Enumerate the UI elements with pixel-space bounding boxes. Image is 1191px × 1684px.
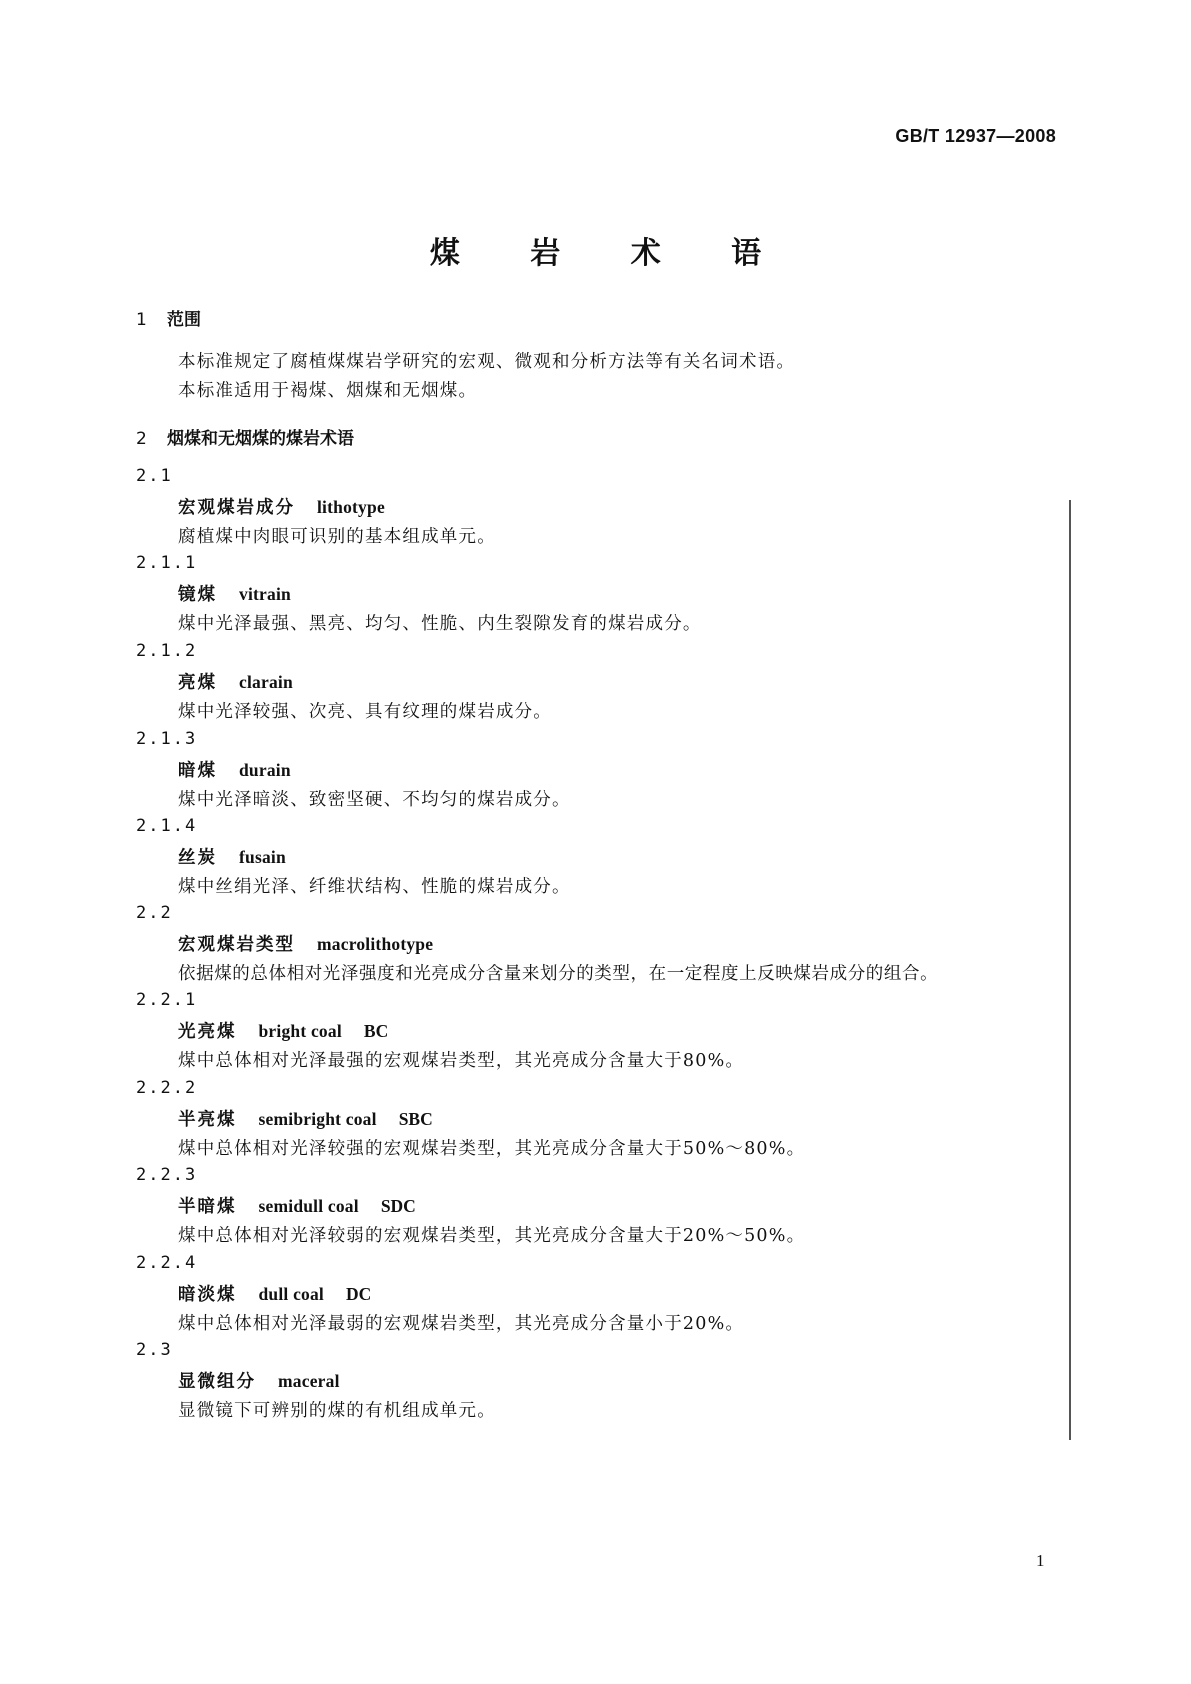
entry-definition: 煤中丝绢光泽、纤维状结构、性脆的煤岩成分。 (178, 877, 571, 897)
term-zh: 暗煤 (178, 761, 217, 781)
section-title: 范围 (167, 310, 201, 330)
section-title: 烟煤和无烟煤的煤岩术语 (167, 429, 354, 449)
term-en: durain (239, 760, 291, 780)
entry-number: 2.1.1 (136, 553, 198, 573)
entry-term (178, 1106, 433, 1131)
scope-paragraph: 本标准适用于褐煤、烟煤和无烟煤。 (178, 381, 478, 401)
term-abbreviation: SBC (398, 1109, 433, 1129)
section-number: 1 (136, 310, 147, 330)
term-zh: 镜煤 (178, 585, 217, 605)
entry-term (178, 844, 286, 869)
entry-number: 2.1.4 (136, 816, 198, 836)
entry-definition: 腐植煤中肉眼可识别的基本组成单元。 (178, 527, 496, 547)
standard-code: GB/T 12937—2008 (895, 126, 1056, 146)
entry-number: 2.1.3 (136, 729, 198, 749)
term-zh: 丝炭 (178, 848, 217, 868)
term-zh: 显微组分 (178, 1372, 256, 1392)
entry-number: 2.2.2 (136, 1078, 198, 1098)
entry-number: 2.2 (136, 903, 173, 923)
section-heading-scope (136, 305, 201, 330)
term-en: vitrain (239, 584, 291, 604)
entry-definition: 依据煤的总体相对光泽强度和光亮成分含量来划分的类型，在一定程度上反映煤岩成分的组合。 (178, 964, 939, 984)
entry-number: 2.1 (136, 466, 173, 486)
term-en: maceral (278, 1371, 340, 1391)
entry-term (178, 1281, 371, 1306)
section-heading-terms (136, 424, 354, 449)
term-en: semidull coal (258, 1196, 359, 1216)
entry-term (178, 581, 291, 606)
entry-term (178, 1193, 416, 1218)
entry-definition: 煤中光泽较强、次亮、具有纹理的煤岩成分。 (178, 702, 552, 722)
entry-definition: 煤中总体相对光泽较弱的宏观煤岩类型，其光亮成分含量大于20%～50%。 (178, 1226, 806, 1246)
term-en: macrolithotype (317, 934, 434, 954)
term-zh: 暗淡煤 (178, 1285, 237, 1305)
term-abbreviation: DC (346, 1284, 372, 1304)
term-abbreviation: SDC (380, 1196, 416, 1216)
term-en: lithotype (317, 497, 385, 517)
entry-number: 2.1.2 (136, 641, 198, 661)
term-zh: 半暗煤 (178, 1197, 237, 1217)
term-en: fusain (239, 847, 286, 867)
entry-term (178, 494, 385, 519)
entry-definition: 显微镜下可辨别的煤的有机组成单元。 (178, 1401, 496, 1421)
entry-term (178, 931, 433, 956)
entry-definition: 煤中光泽最强、黑亮、均匀、性脆、内生裂隙发育的煤岩成分。 (178, 614, 702, 634)
entry-definition: 煤中总体相对光泽最弱的宏观煤岩类型，其光亮成分含量小于20%。 (178, 1314, 745, 1334)
term-en: dull coal (258, 1284, 324, 1304)
term-zh: 半亮煤 (178, 1110, 237, 1130)
term-zh: 光亮煤 (178, 1022, 237, 1042)
term-zh: 宏观煤岩成分 (178, 498, 295, 518)
entry-term (178, 1018, 388, 1043)
entry-definition: 煤中总体相对光泽较强的宏观煤岩类型，其光亮成分含量大于50%～80%。 (178, 1139, 806, 1159)
page-number: 1 (1036, 1551, 1045, 1570)
section-number: 2 (136, 429, 147, 449)
entry-term (178, 757, 291, 782)
entry-number: 2.2.4 (136, 1253, 198, 1273)
change-bar (1069, 500, 1071, 1440)
entry-number: 2.2.1 (136, 990, 198, 1010)
term-zh: 亮煤 (178, 673, 217, 693)
term-abbreviation: BC (363, 1021, 389, 1041)
entry-definition: 煤中总体相对光泽最强的宏观煤岩类型，其光亮成分含量大于80%。 (178, 1051, 745, 1071)
entry-term (178, 1368, 340, 1393)
entry-number: 2.3 (136, 1340, 173, 1360)
term-en: bright coal (258, 1021, 342, 1041)
scope-paragraph: 本标准规定了腐植煤煤岩学研究的宏观、微观和分析方法等有关名词术语。 (178, 352, 796, 372)
entry-definition: 煤中光泽暗淡、致密坚硬、不均匀的煤岩成分。 (178, 790, 571, 810)
term-en: clarain (239, 672, 293, 692)
term-en: semibright coal (258, 1109, 377, 1129)
document-title: 煤 岩 术 语 (429, 236, 792, 271)
term-zh: 宏观煤岩类型 (178, 935, 295, 955)
entry-term (178, 669, 293, 694)
entry-number: 2.2.3 (136, 1165, 198, 1185)
